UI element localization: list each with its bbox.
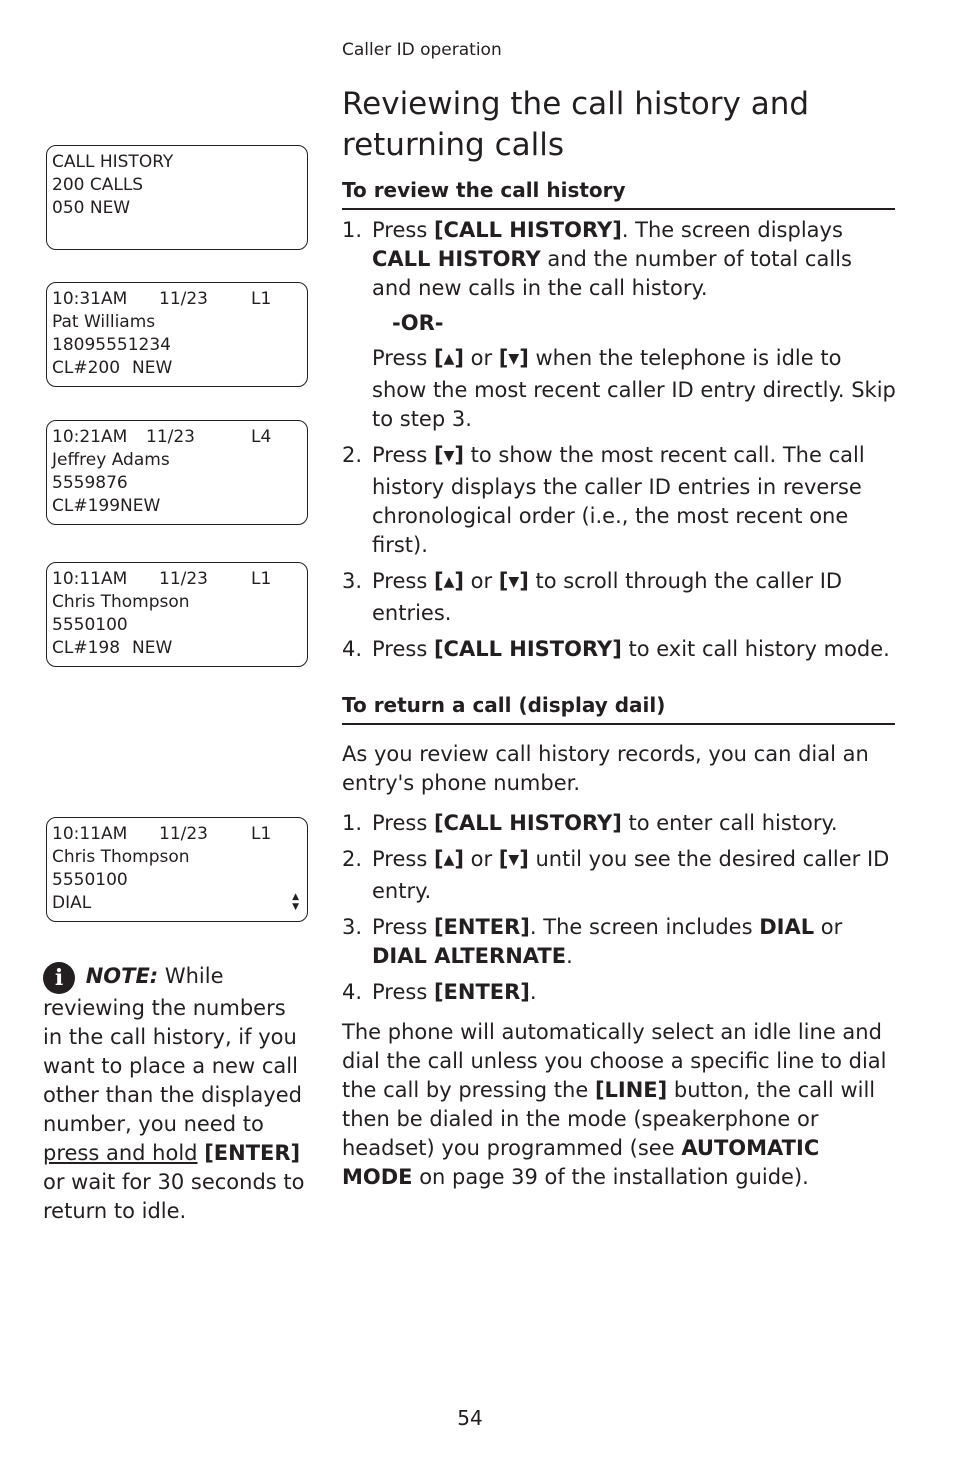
section-heading-review: To review the call history — [342, 178, 895, 210]
up-arrow-icon: ▲ — [443, 574, 455, 590]
return-call-outro: The phone will automatically select an idle line and dial the call unless you choose a specific line to dial the call by pressing the [LINE] button, the call will then be dialed in the mode (speakerphone or headset) you programmed (see AUTOMATIC MODE on page 39 of the installation guide). — [342, 1020, 887, 1189]
return-call-steps — [342, 809, 898, 1014]
note-label: NOTE: — [85, 964, 159, 988]
page-title-line1: Reviewing the call history and — [342, 86, 810, 122]
return-step-2: 2. Press [▲] or [▼] until you see the desired caller ID entry. — [342, 847, 890, 903]
lcd-screen-call-history-summary: CALL HISTORY 200 CALLS 050 NEW — [46, 145, 308, 250]
review-steps — [342, 216, 898, 671]
page-title-line2: returning calls — [342, 127, 564, 163]
review-step-4: 4. Press [CALL HISTORY] to exit call history mode. — [342, 637, 890, 661]
return-step-3: 3. Press [ENTER]. The screen includes DIAL or DIAL ALTERNATE. — [342, 915, 843, 968]
scroll-arrows-icon: ▲ ▼ — [292, 892, 299, 912]
lcd-screen-entry-200: 10:31AM 11/23 L1 Pat Williams 18095551234 CL#200 NEW — [46, 282, 308, 387]
lcd-screen-entry-199: 10:21AM 11/23 L4 Jeffrey Adams 5559876 CL#199 NEW — [46, 420, 308, 525]
up-arrow-icon: ▲ — [443, 351, 455, 367]
or-separator: -OR- — [392, 311, 444, 335]
review-step-1: 1. Press [CALL HISTORY]. The screen displays CALL HISTORY and the number of total calls and new calls in the call history. -OR- Press [▲] or [▼] when the telephone is idle to show the most recent caller ID entry directly. Skip to step 3. — [342, 216, 898, 434]
review-step-3: 3. Press [▲] or [▼] to scroll through the caller ID entries. — [342, 569, 843, 625]
review-step-2: 2. Press [▼] to show the most recent call. The call history displays the caller ID entries in reverse chronological order (i.e., the most recent one first). — [342, 443, 865, 557]
down-arrow-icon: ▼ — [508, 574, 520, 590]
section-heading-return-call: To return a call (display dail) — [342, 693, 895, 725]
running-header: Caller ID operation — [342, 40, 502, 60]
info-icon: i — [43, 962, 75, 994]
page-number: 54 — [457, 1406, 483, 1430]
down-arrow-icon: ▼ — [508, 351, 520, 367]
lcd-screen-entry-198: 10:11AM 11/23 L1 Chris Thompson 5550100 CL#198 NEW — [46, 562, 308, 667]
lcd-screen-dial: 10:11AM 11/23 L1 Chris Thompson 5550100 DIAL ▲ ▼ — [46, 817, 308, 922]
note-box: i NOTE: While reviewing the numbers in the call history, if you want to place a new call other than the displayed number, you need to press and hold [ENTER] or wait for 30 seconds to return to idle. — [43, 964, 305, 1223]
return-step-4: 4. Press [ENTER]. — [342, 980, 537, 1004]
down-arrow-icon: ▼ — [508, 852, 520, 868]
up-arrow-icon: ▲ — [443, 852, 455, 868]
down-arrow-icon: ▼ — [443, 448, 455, 464]
return-step-1: 1. Press [CALL HISTORY] to enter call history. — [342, 811, 838, 835]
return-call-intro: As you review call history records, you can dial an entry's phone number. — [342, 742, 869, 795]
page-title — [342, 84, 902, 166]
